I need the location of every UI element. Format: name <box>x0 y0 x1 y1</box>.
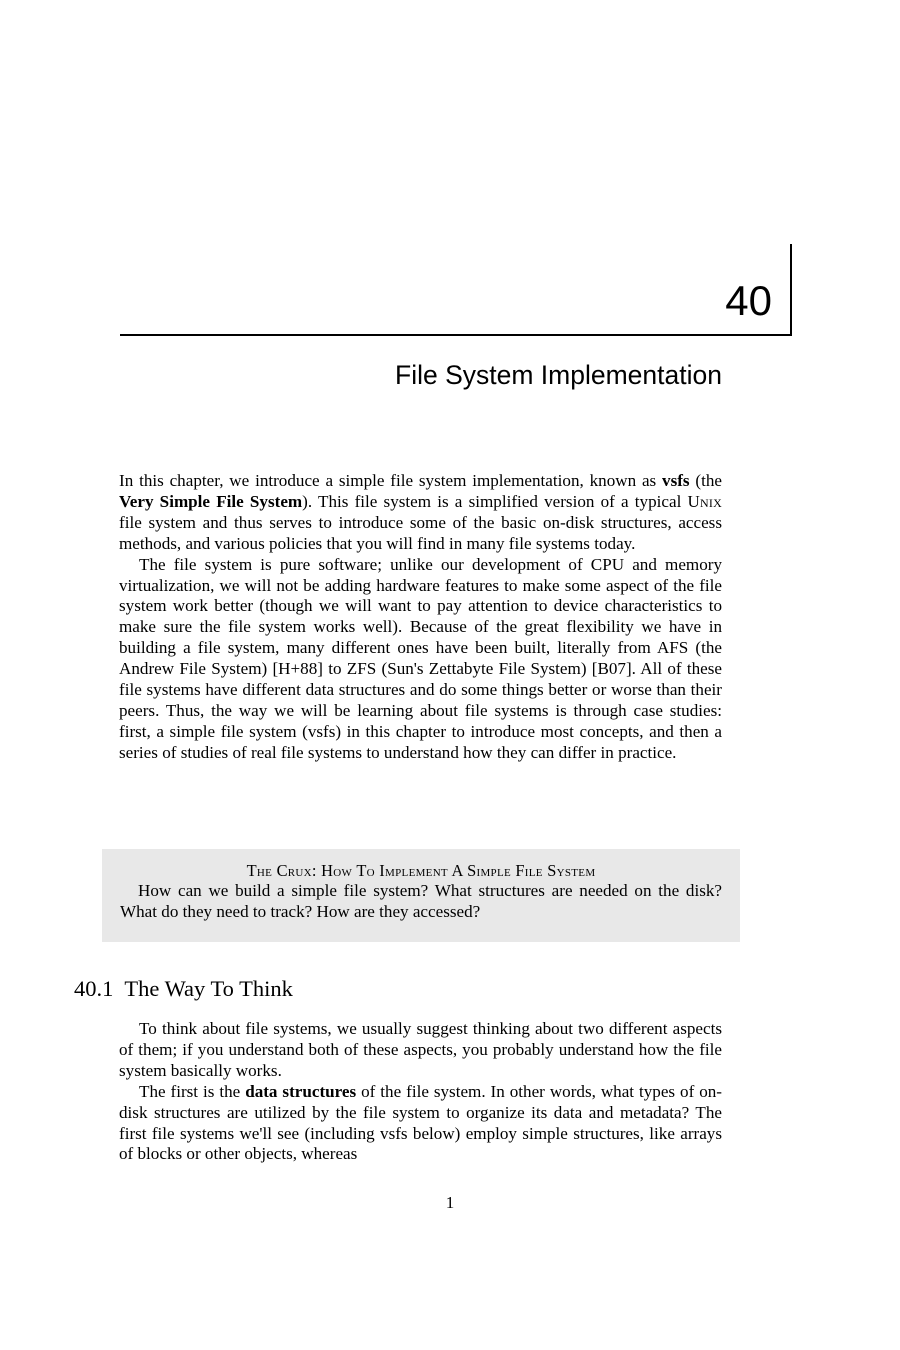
intro-seg-2: (the <box>689 471 722 490</box>
section-seg-1: The first is the <box>139 1081 246 1101</box>
body-text-lower <box>119 1019 722 1165</box>
crux-title: The Crux: How To Implement A Simple File System <box>246 861 596 880</box>
section-title: The Way To Think <box>124 976 293 1001</box>
section-heading <box>74 976 293 1002</box>
paragraph-intro-1 <box>119 471 722 555</box>
body-text-upper <box>119 471 722 764</box>
intro-seg-4: file system and thus serves to introduce some of the basic on-disk structures, access methods, and various policies that you will find in many file systems today. <box>119 512 722 553</box>
chapter-header-rule <box>120 244 792 336</box>
chapter-number: 40 <box>725 277 772 324</box>
paragraph-section-1: To think about file systems, we usually suggest thinking about two different aspects of them; if you understand both of these aspects, you probably understand how the file system basically works. <box>119 1019 722 1080</box>
term-unix: Unix <box>687 491 722 511</box>
intro-seg-3: ). This file system is a simplified version of a typical <box>302 491 688 511</box>
term-vsfs: vsfs <box>662 471 690 490</box>
intro-seg-1: In this chapter, we introduce a simple file system implementation, known as <box>119 471 663 490</box>
paragraph-section-2 <box>119 1082 722 1166</box>
term-very-simple-file-system: Very Simple File System <box>119 491 303 511</box>
section-number: 40.1 <box>74 976 114 1001</box>
crux-aside-box <box>102 849 740 942</box>
term-data-structures: data structures <box>245 1081 357 1101</box>
section-seg-2: of the file system. In other words, what types of on-disk structures are utilized by the file system to organize its data and metadata? The first file systems we'll see (including vsfs below) employ simple structures, like arrays of blocks or other objects, whereas <box>119 1081 722 1164</box>
paragraph-intro-2: The file system is pure software; unlike our development of CPU and memory virtualization, we will not be adding hardware features to make some aspect of the file system work better (though we will want to pay attention to device characteristics to make sure the file system works well). Because of the great flexibility we have in building a file system, many different ones have been built, literally from AFS (the Andrew File System) [H+88] to ZFS (Sun's Zettabyte File System) [B07]. All of these file systems have different data structures and do some things better or worse than their peers. Thus, the way we will be learning about file systems is through case studies: first, a simple file system (vsfs) in this chapter to introduce most concepts, and then a series of studies of real file systems to understand how they can differ in practice. <box>119 554 722 762</box>
chapter-title: File System Implementation <box>395 360 722 390</box>
crux-body-text: How can we build a simple file system? What structures are needed on the disk? What do they need to track? How are they accessed? <box>120 881 722 921</box>
page-number: 1 <box>445 1193 455 1212</box>
